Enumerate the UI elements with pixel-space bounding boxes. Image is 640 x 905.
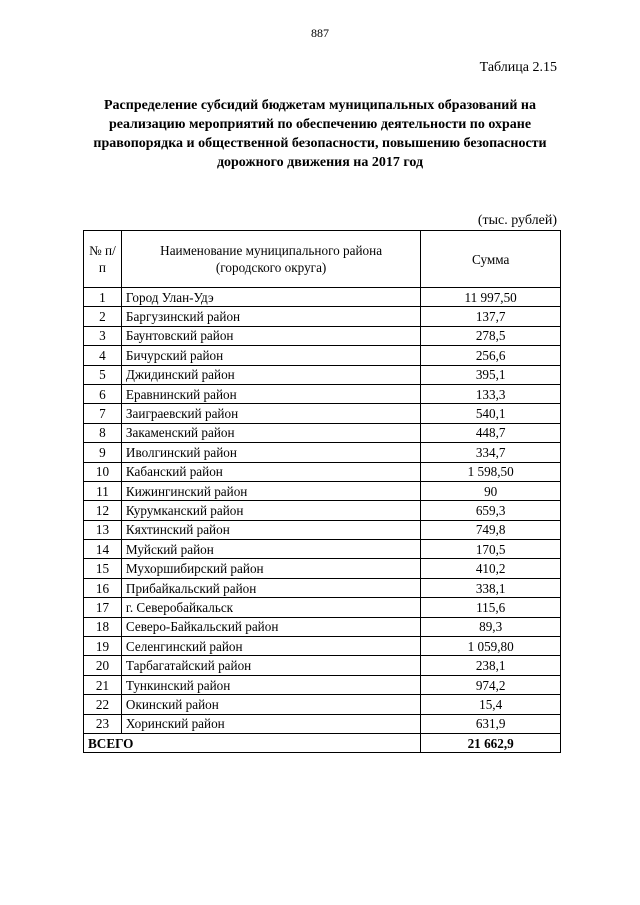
table-row xyxy=(84,462,561,481)
table-header-row xyxy=(84,231,561,288)
row-number: 8 xyxy=(84,423,122,442)
row-district-name: Тарбагатайский район xyxy=(121,656,420,675)
units-label: (тыс. рублей) xyxy=(477,213,557,228)
row-number: 6 xyxy=(84,384,122,403)
row-district-name: Окинский район xyxy=(121,695,420,714)
table-row xyxy=(84,443,561,462)
row-sum: 395,1 xyxy=(421,365,561,384)
row-number: 4 xyxy=(84,346,122,365)
row-district-name: Селенгинский район xyxy=(121,637,420,656)
table-row xyxy=(84,520,561,539)
row-district-name: Закаменский район xyxy=(121,423,420,442)
table-row xyxy=(84,695,561,714)
row-sum: 256,6 xyxy=(421,346,561,365)
table-row xyxy=(84,578,561,597)
header-sum: Сумма xyxy=(421,231,561,288)
table-row xyxy=(84,326,561,345)
row-district-name: Иволгинский район xyxy=(121,443,420,462)
row-sum: 659,3 xyxy=(421,501,561,520)
table-row xyxy=(84,288,561,307)
header-number: № п/п xyxy=(84,231,122,288)
row-sum: 278,5 xyxy=(421,326,561,345)
row-sum: 15,4 xyxy=(421,695,561,714)
row-number: 14 xyxy=(84,540,122,559)
row-number: 2 xyxy=(84,307,122,326)
row-number: 7 xyxy=(84,404,122,423)
row-district-name: Заиграевский район xyxy=(121,404,420,423)
table-row xyxy=(84,307,561,326)
row-number: 3 xyxy=(84,326,122,345)
row-district-name: Джидинский район xyxy=(121,365,420,384)
row-sum: 1 059,80 xyxy=(421,637,561,656)
row-number: 22 xyxy=(84,695,122,714)
table-row xyxy=(84,714,561,733)
row-district-name: Муйский район xyxy=(121,540,420,559)
row-district-name: Кабанский район xyxy=(121,462,420,481)
table-row xyxy=(84,540,561,559)
row-district-name: Город Улан-Удэ xyxy=(121,288,420,307)
table-row xyxy=(84,598,561,617)
row-district-name: Бичурский район xyxy=(121,346,420,365)
row-district-name: Баунтовский район xyxy=(121,326,420,345)
row-sum: 448,7 xyxy=(421,423,561,442)
row-sum: 90 xyxy=(421,481,561,500)
document-title: Распределение субсидий бюджетам муниципальных образований на реализацию мероприятий по обеспечению деятельности по охране правопорядка и общественной безопасности, повышению безопасности дорожного движения на 2017 год xyxy=(93,98,547,170)
table-row xyxy=(84,501,561,520)
row-number: 20 xyxy=(84,656,122,675)
row-district-name: Курумканский район xyxy=(121,501,420,520)
row-district-name: Кижингинский район xyxy=(121,481,420,500)
row-sum: 974,2 xyxy=(421,675,561,694)
table-row xyxy=(84,559,561,578)
row-sum: 170,5 xyxy=(421,540,561,559)
row-number: 9 xyxy=(84,443,122,462)
row-number: 13 xyxy=(84,520,122,539)
page-number: 887 xyxy=(311,26,329,40)
row-district-name: Еравнинский район xyxy=(121,384,420,403)
table-row xyxy=(84,617,561,636)
row-number: 15 xyxy=(84,559,122,578)
row-district-name: Северо-Байкальский район xyxy=(121,617,420,636)
row-number: 5 xyxy=(84,365,122,384)
table-label: Таблица 2.15 xyxy=(479,60,557,75)
table-row xyxy=(84,384,561,403)
row-sum: 540,1 xyxy=(421,404,561,423)
subsidy-table xyxy=(83,230,561,753)
table-row xyxy=(84,346,561,365)
table-row xyxy=(84,637,561,656)
row-number: 12 xyxy=(84,501,122,520)
total-label: ВСЕГО xyxy=(84,733,421,752)
row-number: 1 xyxy=(84,288,122,307)
table-row xyxy=(84,365,561,384)
row-district-name: г. Северобайкальск xyxy=(121,598,420,617)
row-district-name: Мухоршибирский район xyxy=(121,559,420,578)
row-number: 17 xyxy=(84,598,122,617)
row-number: 21 xyxy=(84,675,122,694)
table-row xyxy=(84,675,561,694)
row-number: 19 xyxy=(84,637,122,656)
table-body xyxy=(84,288,561,734)
table-row xyxy=(84,404,561,423)
row-sum: 137,7 xyxy=(421,307,561,326)
row-sum: 1 598,50 xyxy=(421,462,561,481)
row-sum: 338,1 xyxy=(421,578,561,597)
row-sum: 410,2 xyxy=(421,559,561,578)
row-sum: 238,1 xyxy=(421,656,561,675)
row-sum: 115,6 xyxy=(421,598,561,617)
table-row xyxy=(84,656,561,675)
row-district-name: Баргузинский район xyxy=(121,307,420,326)
row-district-name: Прибайкальский район xyxy=(121,578,420,597)
row-sum: 749,8 xyxy=(421,520,561,539)
table-row xyxy=(84,423,561,442)
row-sum: 133,3 xyxy=(421,384,561,403)
table-row xyxy=(84,481,561,500)
header-name: Наименование муниципального района (городского округа) xyxy=(121,231,420,288)
row-number: 16 xyxy=(84,578,122,597)
row-sum: 11 997,50 xyxy=(421,288,561,307)
total-sum: 21 662,9 xyxy=(421,733,561,752)
total-row xyxy=(84,733,561,752)
row-district-name: Тункинский район xyxy=(121,675,420,694)
row-sum: 631,9 xyxy=(421,714,561,733)
row-district-name: Кяхтинский район xyxy=(121,520,420,539)
row-sum: 334,7 xyxy=(421,443,561,462)
row-sum: 89,3 xyxy=(421,617,561,636)
row-number: 10 xyxy=(84,462,122,481)
row-district-name: Хоринский район xyxy=(121,714,420,733)
row-number: 11 xyxy=(84,481,122,500)
row-number: 23 xyxy=(84,714,122,733)
row-number: 18 xyxy=(84,617,122,636)
